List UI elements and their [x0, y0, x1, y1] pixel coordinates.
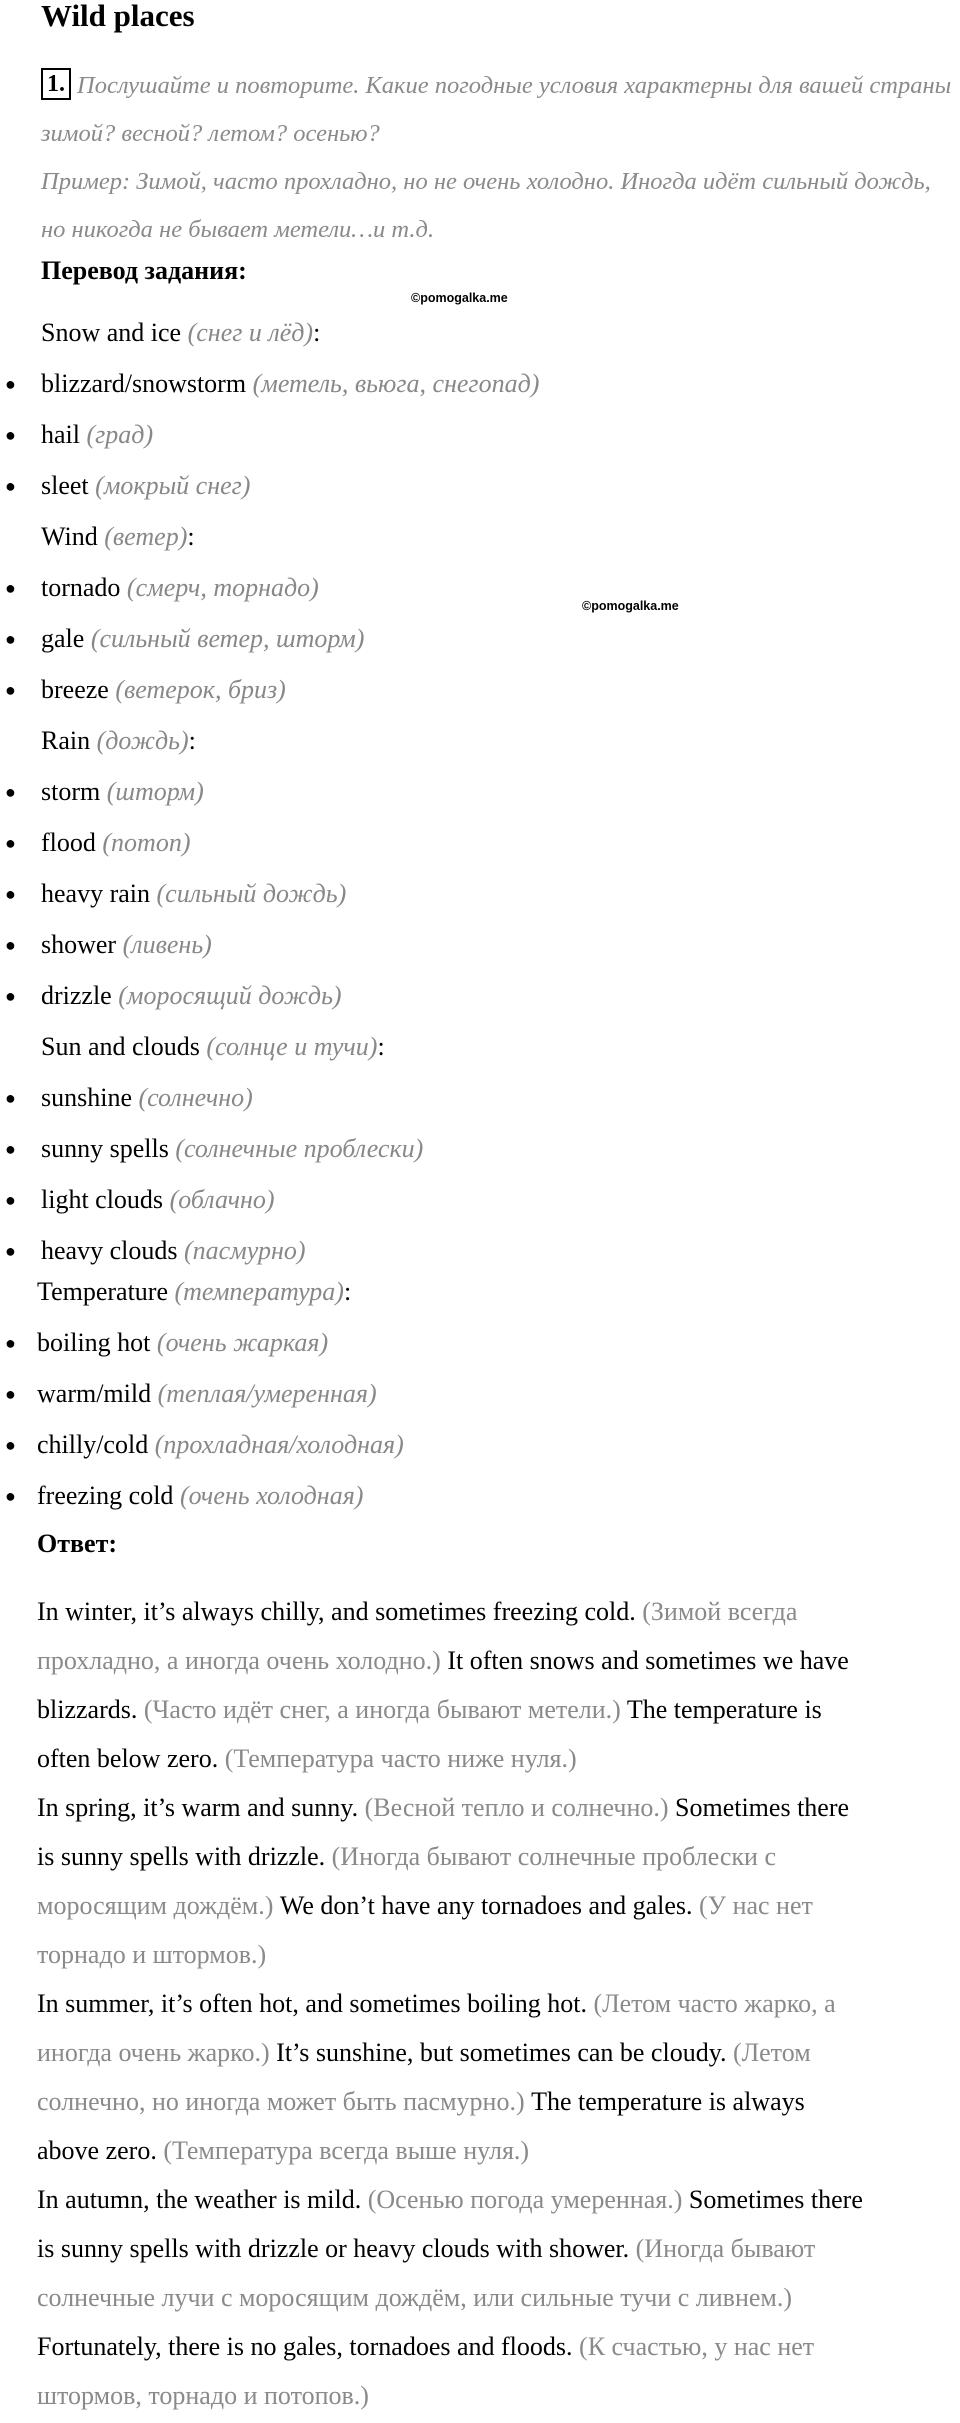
term-en: blizzard/snowstorm	[41, 369, 247, 398]
term-translation: (метель, вьюга, снегопад)	[252, 369, 540, 398]
bullet-icon: ●	[5, 884, 16, 904]
bullet-icon: ●	[5, 374, 16, 394]
term-en: flood	[41, 828, 96, 857]
list-item	[5, 1369, 377, 1419]
term-translation: (ветер)	[104, 522, 188, 551]
bullet-icon: ●	[5, 476, 16, 496]
answer-translation: (Часто идёт снег, а иногда бывают метели.)	[143, 1695, 627, 1724]
answer-line	[37, 2224, 937, 2273]
term-translation: (теплая/умеренная)	[157, 1379, 377, 1408]
answer-translation: иногда очень жарко.)	[37, 2038, 277, 2067]
term-en: Wind	[41, 522, 98, 551]
translation-heading: Перевод задания:	[41, 256, 247, 285]
answer-translation: (Температура часто ниже нуля.)	[224, 1744, 577, 1773]
answer-sentence: In summer, it’s often hot, and sometimes boiling hot.	[37, 1989, 594, 2018]
list-item	[5, 563, 319, 613]
answer-line	[37, 1832, 937, 1881]
term-suffix: :	[187, 522, 195, 551]
bullet-icon: ●	[5, 629, 16, 649]
answer-sentence: Sometimes there	[675, 1793, 850, 1822]
task-line-4: но никогда не бывает метели…и т.д.	[41, 216, 435, 243]
list-item	[5, 1073, 253, 1123]
term-translation: (потоп)	[102, 828, 191, 857]
answer-translation: (Иногда бывают	[635, 2234, 816, 2263]
list-item	[5, 1420, 404, 1470]
term-en: sleet	[41, 471, 89, 500]
term-en: gale	[41, 624, 85, 653]
answer-translation: (Осенью погода умеренная.)	[367, 2185, 689, 2214]
category-heading	[41, 716, 196, 766]
category-heading	[41, 1022, 385, 1072]
answer-sentence: It’s sunshine, but sometimes can be cloudy.	[276, 2038, 734, 2067]
list-item	[5, 767, 204, 817]
task-number-badge: 1.	[41, 68, 71, 100]
term-translation: (мокрый снег)	[95, 471, 251, 500]
answer-sentence: In autumn, the weather is mild.	[37, 2185, 368, 2214]
term-en: warm/mild	[37, 1379, 152, 1408]
answer-translation: (Иногда бывают солнечные проблески с	[331, 1842, 777, 1871]
list-item	[5, 614, 365, 664]
category-heading	[37, 1267, 351, 1317]
answer-sentence: In winter, it’s always chilly, and sometimes freezing cold.	[37, 1597, 643, 1626]
task-line-2: зимой? весной? летом? осенью?	[41, 120, 380, 147]
term-en: freezing cold	[37, 1481, 174, 1510]
term-translation: (дождь)	[96, 726, 189, 755]
term-en: Temperature	[37, 1277, 168, 1306]
answer-line	[37, 2077, 937, 2126]
bullet-icon: ●	[5, 1384, 16, 1404]
term-translation: (солнечные проблески)	[175, 1134, 424, 1163]
term-suffix: :	[377, 1032, 385, 1061]
answer-line	[37, 1979, 937, 2028]
list-item	[5, 1471, 364, 1521]
term-suffix: :	[313, 318, 321, 347]
bullet-icon: ●	[5, 425, 16, 445]
answer-sentence: Sometimes there	[688, 2185, 863, 2214]
answer-line	[37, 1685, 937, 1734]
term-translation: (снег и лёд)	[187, 318, 314, 347]
answer-sentence: In spring, it’s warm and sunny.	[37, 1793, 365, 1822]
answer-sentence: often below zero.	[37, 1744, 225, 1773]
category-heading	[41, 512, 195, 562]
term-en: heavy clouds	[41, 1236, 178, 1265]
term-translation: (температура)	[174, 1277, 344, 1306]
answer-translation: моросящим дождём.)	[37, 1891, 280, 1920]
term-translation: (ветерок, бриз)	[115, 675, 286, 704]
task-line-1	[41, 62, 960, 110]
bullet-icon: ●	[5, 1241, 16, 1261]
term-translation: (ливень)	[122, 930, 212, 959]
list-item	[5, 410, 154, 460]
term-translation: (сильный ветер, шторм)	[90, 624, 365, 653]
term-en: tornado	[41, 573, 121, 602]
term-translation: (очень холодная)	[179, 1481, 364, 1510]
answer-sentence: The temperature is always	[531, 2087, 805, 2116]
list-item	[5, 971, 342, 1021]
watermark: ©pomogalka.me	[582, 599, 679, 613]
answer-translation: (Летом	[733, 2038, 811, 2067]
term-translation: (солнечно)	[138, 1083, 253, 1112]
term-en: chilly/cold	[37, 1430, 149, 1459]
term-translation: (облачно)	[169, 1185, 275, 1214]
bullet-icon: ●	[5, 1139, 16, 1159]
bullet-icon: ●	[5, 1088, 16, 1108]
bullet-icon: ●	[5, 680, 16, 700]
term-en: shower	[41, 930, 117, 959]
term-translation: (сильный дождь)	[156, 879, 347, 908]
bullet-icon: ●	[5, 1190, 16, 1210]
answer-translation: (У нас нет	[699, 1891, 813, 1920]
term-en: heavy rain	[41, 879, 151, 908]
list-item	[5, 1124, 424, 1174]
bullet-icon: ●	[5, 935, 16, 955]
answer-line	[37, 2322, 937, 2371]
term-en: breeze	[41, 675, 109, 704]
list-item	[5, 1318, 329, 1368]
answer-translation: (Температура всегда выше нуля.)	[163, 2136, 530, 2165]
answer-translation: (Зимой всегда	[642, 1597, 798, 1626]
answer-sentence: is sunny spells with drizzle.	[37, 1842, 332, 1871]
term-en: hail	[41, 420, 80, 449]
list-item	[5, 665, 286, 715]
term-translation: (шторм)	[106, 777, 204, 806]
answer-line	[37, 2371, 937, 2420]
answer-heading: Ответ:	[37, 1529, 118, 1558]
page-title: Wild places	[41, 0, 195, 33]
answer-sentence: blizzards.	[37, 1695, 144, 1724]
answer-text	[37, 1587, 937, 2420]
answer-translation: (Весной тепло и солнечно.)	[364, 1793, 676, 1822]
term-suffix: :	[343, 1277, 352, 1306]
bullet-icon: ●	[5, 578, 16, 598]
term-en: drizzle	[41, 981, 112, 1010]
answer-translation: (К счастью, у нас нет	[579, 2332, 815, 2361]
answer-translation: торнадо и штормов.)	[37, 1940, 267, 1969]
term-translation: (град)	[86, 420, 154, 449]
list-item	[5, 869, 347, 919]
answer-translation: солнечные лучи с моросящим дождём, или сильные тучи с ливнем.)	[37, 2283, 793, 2312]
task-instruction	[41, 62, 960, 254]
term-en: light clouds	[41, 1185, 164, 1214]
list-item	[5, 920, 212, 970]
answer-sentence: Fortunately, there is no gales, tornadoes and floods.	[37, 2332, 580, 2361]
answer-line	[37, 2175, 937, 2224]
term-translation: (очень жаркая)	[156, 1328, 329, 1357]
watermark: ©pomogalka.me	[411, 291, 508, 305]
answer-line	[37, 2028, 937, 2077]
task-line-3: Пример: Зимой, часто прохладно, но не очень холодно. Иногда идёт сильный дождь,	[41, 168, 931, 195]
term-en: Sun and clouds	[41, 1032, 200, 1061]
answer-sentence: It often snows and sometimes we have	[447, 1646, 849, 1675]
answer-sentence: We don’t have any tornadoes and gales.	[279, 1891, 699, 1920]
answer-translation: солнечно, но иногда может быть пасмурно.)	[37, 2087, 532, 2116]
answer-sentence: is sunny spells with drizzle or heavy clouds with shower.	[37, 2234, 636, 2263]
term-translation: (пасмурно)	[183, 1236, 306, 1265]
term-en: Snow and ice	[41, 318, 182, 347]
answer-line	[37, 1734, 937, 1783]
term-en: boiling hot	[37, 1328, 151, 1357]
category-heading	[41, 308, 320, 358]
answer-translation: штормов, торнадо и потопов.)	[37, 2381, 369, 2410]
term-suffix: :	[188, 726, 196, 755]
bullet-icon: ●	[5, 986, 16, 1006]
answer-line	[37, 2273, 937, 2322]
term-en: sunshine	[41, 1083, 132, 1112]
list-item	[5, 818, 191, 868]
answer-line	[37, 1587, 937, 1636]
answer-line	[37, 1783, 937, 1832]
term-translation: (солнце и тучи)	[206, 1032, 378, 1061]
answer-sentence: above zero.	[37, 2136, 164, 2165]
answer-line	[37, 2126, 937, 2175]
answer-line	[37, 1930, 937, 1979]
list-item	[5, 1175, 275, 1225]
bullet-icon: ●	[5, 833, 16, 853]
answer-translation: (Летом часто жарко, а	[593, 1989, 836, 2018]
answer-sentence: The temperature is	[626, 1695, 822, 1724]
list-item	[5, 461, 251, 511]
term-en: Rain	[41, 726, 91, 755]
bullet-icon: ●	[5, 1486, 16, 1506]
term-translation: (смерч, торнадо)	[126, 573, 319, 602]
term-en: sunny spells	[41, 1134, 169, 1163]
task-text-1: Послушайте и повторите. Какие погодные условия характерны для вашей страны	[77, 72, 952, 99]
answer-line	[37, 1881, 937, 1930]
answer-translation: прохладно, а иногда очень холодно.)	[37, 1646, 448, 1675]
term-translation: (моросящий дождь)	[118, 981, 342, 1010]
bullet-icon: ●	[5, 782, 16, 802]
bullet-icon: ●	[5, 1435, 16, 1455]
term-en: storm	[41, 777, 101, 806]
bullet-icon: ●	[5, 1333, 16, 1353]
list-item	[5, 359, 540, 409]
term-translation: (прохладная/холодная)	[154, 1430, 404, 1459]
answer-line	[37, 1636, 937, 1685]
